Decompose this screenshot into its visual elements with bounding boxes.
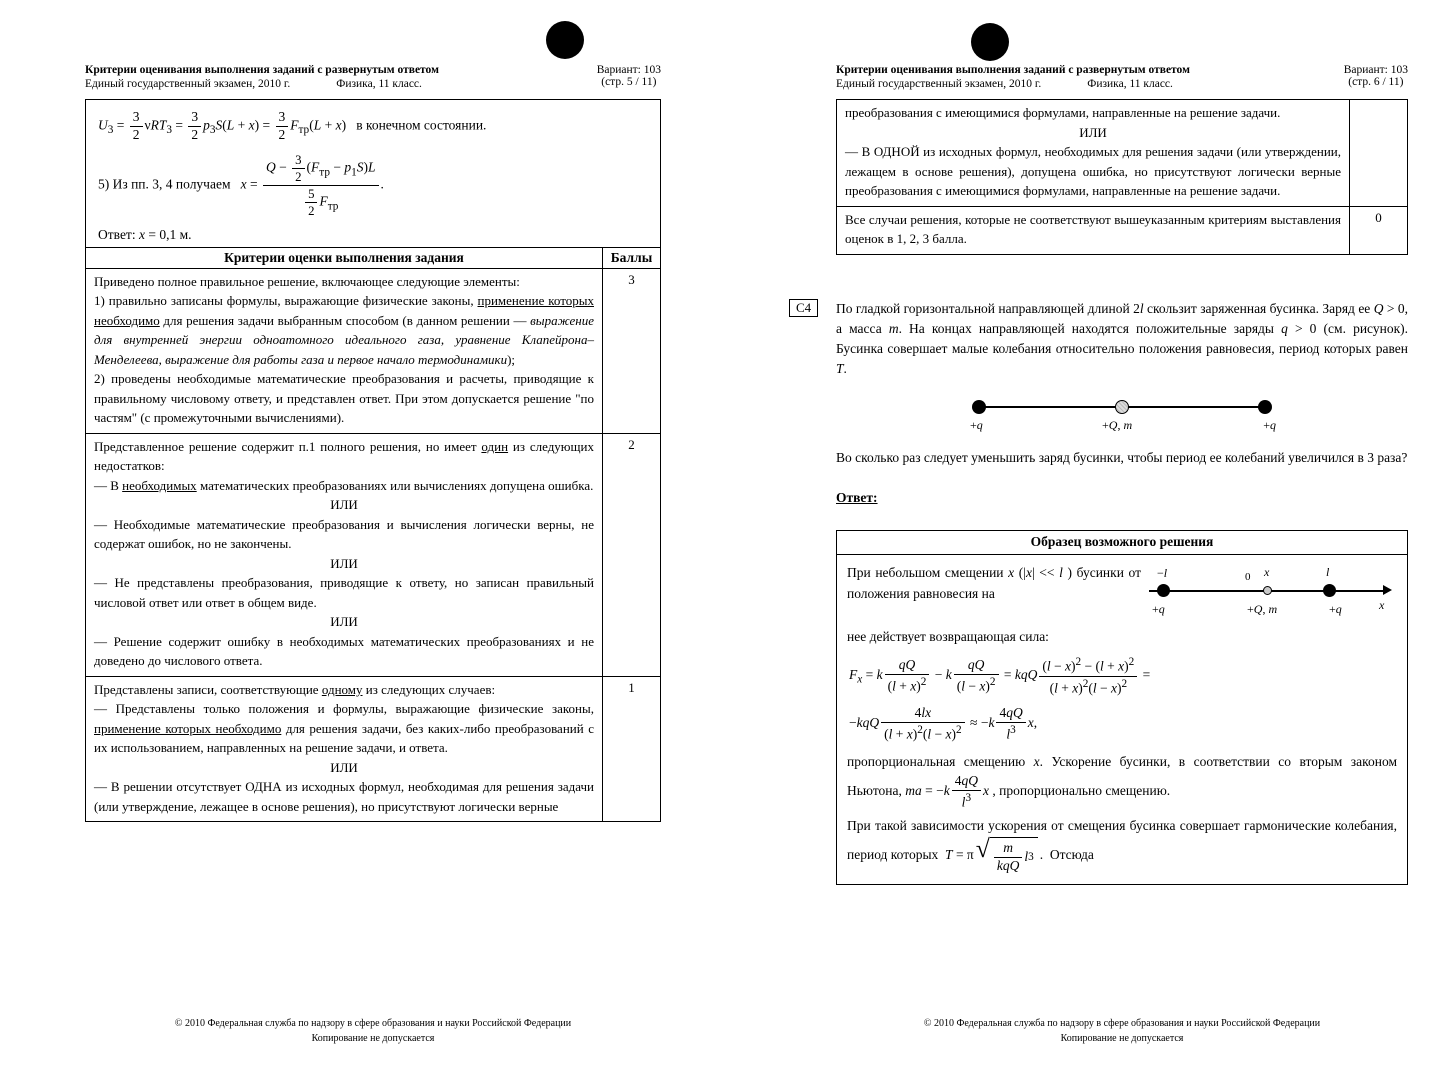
variant-label: Вариант: 103 [1343, 64, 1408, 76]
bead-dot [1115, 400, 1129, 414]
right-charge-dot [1323, 584, 1336, 597]
left-charge-dot [1157, 584, 1170, 597]
task-problem-text: По гладкой горизонтальной направляющей длиной 2l скользит заряженная бусинка. Заряд ее Q > 0, а масса m. На концах направляющей находятся положительные заряды q > 0 (см. рисунок). Бусинка совершает малые колебания относительно положения равновесия, период которых равен T. [836, 300, 1409, 377]
answer-label: Ответ: [836, 489, 878, 505]
right-charge-label: +q [1263, 417, 1276, 432]
criteria-table [85, 99, 661, 822]
sample-paragraph-3: пропорциональная смещению x. Ускорение бусинки, в соответствии со вторым законом Ньютона, ma = −k $\frac{4qQ}{l^3}$ x , пропорционально смещению. [847, 754, 1397, 810]
page-header-left [85, 64, 661, 90]
sample-solution-box [836, 530, 1408, 885]
task-number-badge: С4 [789, 299, 818, 317]
right-charge-dot [1258, 400, 1272, 414]
punch-hole-left [546, 21, 584, 59]
footer-notice: Копирование не допускается [311, 1033, 435, 1044]
punch-hole-right [971, 23, 1009, 61]
criteria-row-3-points [86, 268, 661, 433]
criteria-points [1350, 100, 1408, 207]
criteria-text: Все случаи решения, которые не соответствуют вышеуказанным критериям выставления оценок в 1, 2, 3 балла. [837, 206, 1350, 254]
sample-paragraph-2: нее действует возвращающая сила: [847, 628, 1049, 644]
axis-label-x: x [1379, 597, 1385, 612]
bead-charge-label: +Q, m [1102, 417, 1133, 432]
points-header: Баллы [602, 247, 660, 268]
label-l: l [1326, 564, 1330, 579]
label-minus-l: −l [1157, 565, 1168, 580]
page-left [85, 64, 661, 1044]
subject-name: Физика, 11 класс. [1087, 78, 1173, 90]
document-title: Критерии оценивания выполнения заданий с развернутым ответом [85, 64, 439, 76]
footer-copyright: © 2010 Федеральная служба по надзору в сфере образования и науки Российской Федерации [923, 1018, 1321, 1029]
criteria-table-continuation [836, 99, 1408, 255]
right-charge-label: +q [1329, 601, 1342, 616]
axis-arrowhead [1383, 585, 1392, 595]
exam-name: Единый государственный экзамен, 2010 г. [85, 78, 291, 90]
criteria-header-row [86, 247, 661, 268]
left-charge-label: +q [970, 417, 983, 432]
criteria-text: преобразования с имеющимися формулами, направленные на решение задачи. ИЛИ — В ОДНОЙ из исходных формул, необходимых для решения задачи (или утверждении, лежащем в основе решения), допущена ошибка, но присутствуют логически верные преобразования с имеющимися формулами, направленные на решение задачи. [837, 100, 1350, 207]
criteria-points: 3 [602, 268, 660, 433]
footer-notice: Копирование не допускается [1060, 1033, 1184, 1044]
exam-name: Единый государственный экзамен, 2010 г. [836, 78, 1042, 90]
sample-paragraph-1: При небольшом смещении x (|x| << l ) бусинки от положения равновесия на [847, 564, 1142, 602]
subject-name: Физика, 11 класс. [336, 78, 422, 90]
bead-dot [1263, 586, 1272, 595]
label-zero: 0 [1245, 570, 1251, 583]
solution-axis-figure [1149, 562, 1397, 622]
restoring-force-formula-line-2: −kqQ $\frac{4lx}{(l + x)^2(l - x)^2}$ ≈ −k $\frac{4qQ}{l^3}$ x, [849, 705, 1038, 742]
page-number: (стр. 6 / 11) [1348, 76, 1404, 88]
page-footer-left [85, 1016, 661, 1046]
criteria-points: 1 [602, 676, 660, 822]
solution-formula-1: $U_3$ = $\frac{3}{2}$ νRT$_3$ = $\frac{3}{2}$ $p_3S(L + x)$ = $\frac{3}{2}$ $F_{тр}(L + x)$ в конечном состоянии. [98, 109, 487, 142]
page-right [796, 64, 1409, 1044]
left-charge-dot [972, 400, 986, 414]
label-x: x [1264, 564, 1270, 579]
solution-answer: Ответ: x = 0,1 м. [98, 226, 192, 242]
criteria-row-continued [837, 100, 1408, 207]
criteria-header: Критерии оценки выполнения задания [86, 247, 603, 268]
criteria-text: Представленное решение содержит п.1 полного решения, но имеет один из следующих недостатков: — В необходимых математических преобразованиях или вычислениях допущена ошибка. ИЛИ — Необходимые математические преобразования и вычисления логически верны, не содержат ошибок, но не закончены. ИЛИ — Не представлены преобразования, приводящие к ответу, но записан правильный числовой ответ или ответ в общем виде. ИЛИ — Решение содержит ошибку в необходимых математических преобразованиях и не доведено до числового ответа. [86, 433, 603, 676]
footer-copyright: © 2010 Федеральная служба по надзору в сфере образования и науки Российской Федерации [174, 1018, 572, 1029]
criteria-points: 0 [1350, 206, 1408, 254]
solution-row [86, 100, 661, 248]
criteria-points: 2 [602, 433, 660, 676]
criteria-row-1-point [86, 676, 661, 822]
bead-charge-label: +Q, m [1247, 601, 1278, 616]
sample-paragraph-4: При такой зависимости ускорения от смещения бусинка совершает гармонические колебания, период которых T = π √ $\frac{m}{\text{kqQ}}$ l 3 . Отсюда [847, 818, 1397, 873]
sample-solution-title: Образец возможного решения [837, 531, 1407, 555]
solution-formula-2: 5) Из пп. 3, 4 получаем x = Q − $\frac{3}{2}$ $(F_{тр} - p_1S)L$ $\frac{5}{2}$ $F_{тр}$ . [98, 152, 384, 218]
task-c4 [796, 299, 1409, 506]
page-number: (стр. 5 / 11) [601, 76, 657, 88]
criteria-row-2-points [86, 433, 661, 676]
criteria-text: Приведено полное правильное решение, включающее следующие элементы: 1) правильно записаны формулы, выражающие физические законы, применение которых необходимо для решения задачи выбранным способом (в данном решении — выражение для внутренней энергии одноатомного идеального газа, уравнение Клапейрона–Менделеева, выражение для работы газа и первое начало термодинамики); 2) проведены необходимые математические преобразования и расчеты, приводящие к правильному числовому ответу, и представлен ответ. При этом допускается решение "по частям" (с промежуточными вычислениями). [86, 268, 603, 433]
document-title: Критерии оценивания выполнения заданий с развернутым ответом [836, 64, 1190, 76]
task-question: Во сколько раз следует уменьшить заряд бусинки, чтобы период ее колебаний увеличился в 3 раза? [836, 449, 1408, 465]
page-header-right [836, 64, 1408, 90]
problem-figure [970, 394, 1276, 438]
criteria-text: Представлены записи, соответствующие одному из следующих случаев: — Представлены только положения и формулы, выражающие физические законы, применение которых необходимо для решения задачи, без каких-либо преобразований с их использованием, направленных на решение задачи, и ответа. ИЛИ — В решении отсутствует ОДНА из исходных формул, необходимая для решения задачи (или утверждение, лежащее в основе решения), но присутствуют логически верные [86, 676, 603, 822]
page-footer-right [836, 1016, 1408, 1046]
left-charge-label: +q [1152, 601, 1165, 616]
restoring-force-formula-line-1: $F_x = k$ $\frac{qQ}{(l + x)^2}$ − k $\frac{qQ}{(l - x)^2}$ = kqQ $\frac{(l - x)^2 - (l + x)^2}{(l + x)^2(l - x)^2}$ = [849, 656, 1151, 696]
variant-label: Вариант: 103 [596, 64, 661, 76]
criteria-row-0-points [837, 206, 1408, 254]
